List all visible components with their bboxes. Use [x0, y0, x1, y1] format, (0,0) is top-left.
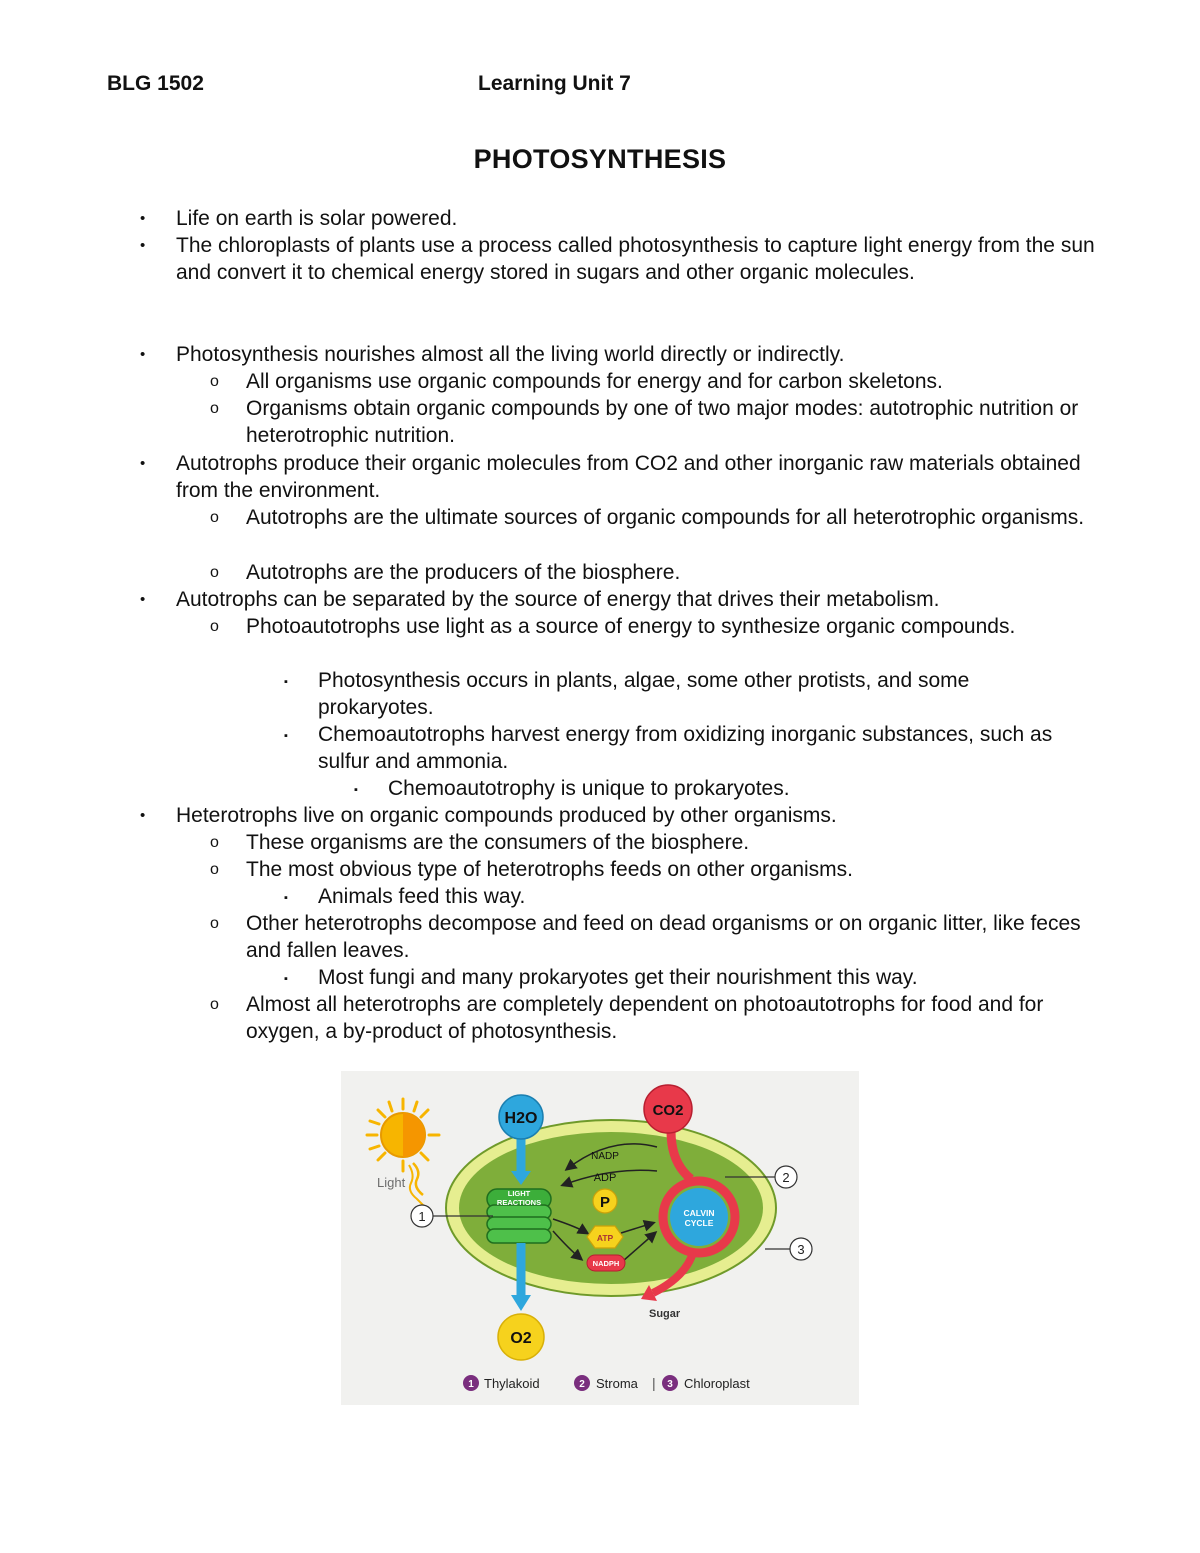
- item-text: Most fungi and many prokaryotes get their nourishment this way.: [318, 966, 918, 989]
- legend-thylakoid: Thylakoid: [484, 1376, 540, 1391]
- bullet-marker: •: [140, 807, 146, 824]
- item-text: All organisms use organic compounds for energy and for carbon skeletons.: [246, 370, 943, 393]
- item-text: Photoautotrophs use light as a source of energy to synthesize organic compounds.: [246, 615, 1016, 638]
- item-text: Other heterotrophs decompose and feed on dead organisms or on organic litter, like feces and fallen leaves.: [246, 912, 1081, 962]
- unit-label: Learning Unit 7: [478, 72, 631, 95]
- bullet-marker: o: [210, 373, 219, 390]
- h2o-label: H2O: [504, 1110, 538, 1127]
- bullet-marker: o: [210, 564, 219, 581]
- item-text: Chemoautotrophy is unique to prokaryotes.: [388, 777, 790, 800]
- legend-separator: |: [652, 1375, 656, 1391]
- item-text: Autotrophs are the ultimate sources of organic compounds for all heterotrophic organisms.: [246, 506, 1085, 529]
- bullet-marker: o: [210, 400, 219, 417]
- adp-label: ADP: [593, 1172, 617, 1184]
- legend-num-2: 2: [579, 1379, 585, 1390]
- list-item: [284, 964, 1088, 991]
- bullet-marker: •: [140, 591, 146, 608]
- bullet-marker: ▪: [284, 730, 288, 742]
- bullet-marker: ▪: [284, 973, 288, 985]
- calvin-cycle-label: CYCLE: [684, 1218, 714, 1228]
- phosphate-label: P: [599, 1194, 611, 1211]
- list-item: [210, 856, 1096, 883]
- legend-stroma: Stroma: [596, 1376, 638, 1391]
- calvin-cycle-label: CALVIN: [683, 1208, 715, 1218]
- list-item: [140, 341, 1106, 368]
- light-ray-icon: [413, 1163, 423, 1195]
- photosynthesis-diagram: [341, 1071, 859, 1405]
- list-item: [284, 883, 1088, 910]
- light-reactions-label: REACTIONS: [496, 1198, 542, 1207]
- bullet-marker: o: [210, 861, 219, 878]
- bullet-marker: o: [210, 915, 219, 932]
- item-text: Almost all heterotrophs are completely dependent on photoautotrophs for food and for oxygen, a by-product of photosynthesis.: [246, 993, 1044, 1043]
- diagram-canvas: [341, 1071, 859, 1405]
- item-text: Organisms obtain organic compounds by one of two major modes: autotrophic nutrition or heterotrophic nutrition.: [246, 397, 1079, 447]
- nadp-label: NADP: [591, 1151, 619, 1162]
- page-title: PHOTOSYNTHESIS: [473, 144, 727, 174]
- co2-label: CO2: [652, 1102, 684, 1119]
- list-item: [210, 613, 1096, 640]
- legend-chloroplast: Chloroplast: [684, 1376, 750, 1391]
- bullet-marker: •: [140, 237, 146, 254]
- item-text: Chemoautotrophs harvest energy from oxidizing inorganic substances, such as sulfur and ammonia.: [318, 723, 1053, 773]
- list-item: [210, 504, 1096, 531]
- bullet-marker: o: [210, 509, 219, 526]
- bullet-marker: •: [140, 346, 146, 363]
- atp-label: ATP: [596, 1233, 614, 1243]
- bullet-marker: ▪: [284, 676, 288, 688]
- bullet-marker: ▪: [354, 784, 358, 796]
- list-item: [140, 586, 1106, 613]
- list-item: [284, 721, 1088, 775]
- list-item: [210, 991, 1096, 1045]
- item-text: Animals feed this way.: [318, 885, 526, 908]
- item-text: Life on earth is solar powered.: [176, 207, 458, 230]
- item-text: The chloroplasts of plants use a process called photosynthesis to capture light energy from the sun and convert it to chemical energy stored in sugars and other organic molecules.: [176, 234, 1095, 284]
- list-item: [210, 829, 1096, 856]
- item-text: Heterotrophs live on organic compounds produced by other organisms.: [176, 804, 837, 827]
- list-item: [354, 775, 1088, 802]
- item-text: These organisms are the consumers of the biosphere.: [246, 831, 750, 854]
- list-item: [210, 368, 1096, 395]
- list-item: [284, 667, 1088, 721]
- item-text: Photosynthesis nourishes almost all the living world directly or indirectly.: [176, 343, 845, 366]
- list-item: [140, 802, 1106, 829]
- list-item: [210, 559, 1096, 586]
- item-text: Autotrophs are the producers of the biosphere.: [246, 561, 681, 584]
- callout-3-label: 3: [797, 1242, 805, 1257]
- bullet-marker: o: [210, 834, 219, 851]
- o2-arrow-head-icon: [511, 1295, 531, 1311]
- legend-num-1: 1: [468, 1379, 474, 1390]
- callout-2-label: 2: [782, 1170, 790, 1185]
- list-item: [210, 395, 1096, 449]
- course-code: BLG 1502: [107, 72, 204, 95]
- list-item: [140, 232, 1106, 286]
- light-reactions-label: LIGHT: [507, 1189, 531, 1198]
- list-item: [210, 910, 1096, 964]
- nadph-label: NADPH: [592, 1259, 620, 1268]
- callout-1-label: 1: [418, 1209, 426, 1224]
- item-text: Autotrophs produce their organic molecules from CO2 and other inorganic raw materials obtained from the environment.: [176, 452, 1081, 502]
- sugar-label: Sugar: [649, 1308, 681, 1320]
- light-label: Light: [377, 1175, 406, 1190]
- bullet-marker: •: [140, 210, 146, 227]
- o2-label: O2: [510, 1330, 532, 1347]
- list-item: [140, 450, 1106, 504]
- item-text: Autotrophs can be separated by the source of energy that drives their metabolism.: [176, 588, 940, 611]
- bullet-marker: o: [210, 996, 219, 1013]
- item-text: Photosynthesis occurs in plants, algae, some other protists, and some prokaryotes.: [318, 669, 970, 719]
- bullet-marker: ▪: [284, 892, 288, 904]
- legend-num-3: 3: [667, 1379, 673, 1390]
- bullet-marker: o: [210, 618, 219, 635]
- item-text: The most obvious type of heterotrophs feeds on other organisms.: [246, 858, 854, 881]
- list-item: [140, 205, 1106, 232]
- bullet-marker: •: [140, 455, 146, 472]
- sun-icon: [367, 1099, 439, 1171]
